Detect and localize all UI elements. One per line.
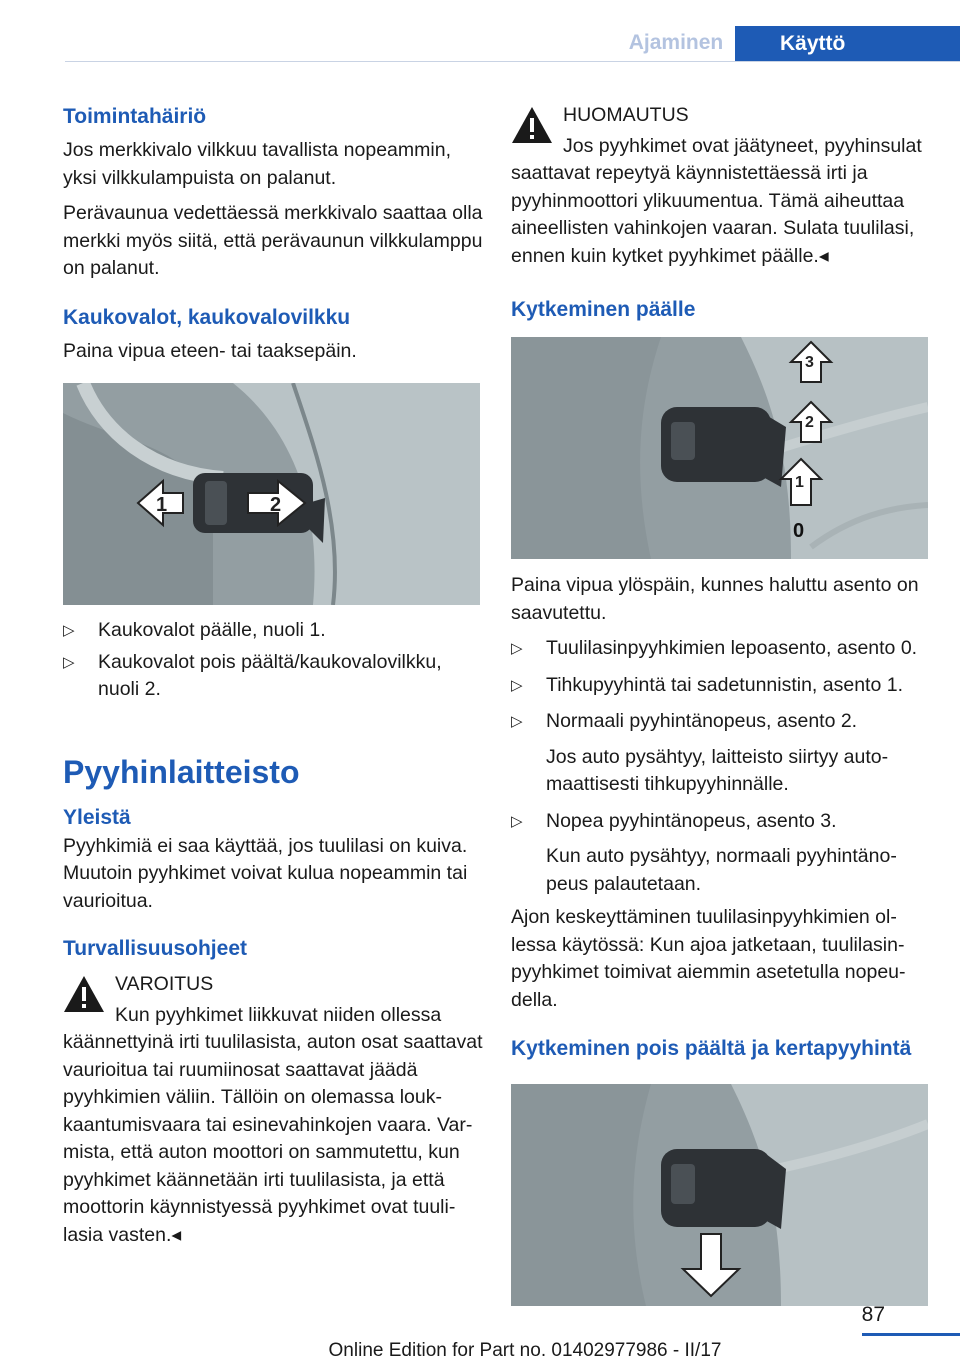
warning-triangle-icon <box>63 975 105 1013</box>
paragraph: Paina vipua ylöspäin, kunnes haluttu asento on saavutettu. <box>511 574 919 624</box>
right-column <box>511 98 931 1306</box>
wiper-lever-up-illustration <box>511 337 928 559</box>
list-item <box>511 672 931 700</box>
edition-footer: Online Edition for Part no. 01402977986 - II/17 <box>328 1340 722 1361</box>
arrow-label-2: 2 <box>270 494 282 516</box>
high-beam-list <box>63 617 483 704</box>
note-text: Jos pyyhkimet ovat jäätyneet, pyyhinsulat saattavat repeytyä käynnistettäessä irti ja pyyhinmoottori ylikuumentua. Tämä aiheuttaa aineellisten vahinkojen vaaran. Sulata tuulilasi, ennen kuin kytket pyyhkimet päälle.◂ <box>511 134 922 267</box>
list-item-text: Kaukovalot päälle, nuoli 1. <box>98 619 326 641</box>
section-tab-kaytto[interactable]: Käyttö <box>735 26 960 61</box>
position-label-1: 1 <box>795 474 804 491</box>
page-number: 87 <box>861 1303 885 1326</box>
heading-kytkeminen-paalle: Kytkeminen päälle <box>511 298 696 321</box>
warning-text: Kun pyyhkimet liikkuvat niiden ollessa käännettyinä irti tuulilasista, auton osat saattavat vaurioitua tai ruumiinosat saattavat jäädä pyyhkimien väliin. Tällöin on olemassa loukkaantumisvaara tai esinevahinkojen vaara. Varmista, että auton moottori on sammutettu, kun pyyhkimet käännetään irti tuulilasista, ja että moottorin käynnistyessä pyyhkimet ovat tuulilasia vasten.◂ <box>63 1003 483 1246</box>
list-item <box>511 708 931 799</box>
heading-toimintahairio: Toimintahäiriö <box>63 105 207 128</box>
list-item <box>511 635 931 663</box>
paragraph: Pyyhkimiä ei saa käyttää, jos tuulilasi on kuiva. Muutoin pyyhkimet voivat kulua nopeammin tai vaurioitua. <box>63 834 468 912</box>
section-tab-ajaminen[interactable]: Ajaminen <box>628 31 724 54</box>
heading-pyyhinlaitteisto: Pyyhinlaitteisto <box>63 753 300 790</box>
list-item-note: Kun auto pysähtyy, normaali pyyhintänopeus palautetaan. <box>546 845 897 895</box>
heading-kaukovalot: Kaukovalot, kaukovalovilkku <box>63 305 351 329</box>
wiper-lever-off-figure <box>511 1084 928 1306</box>
list-item <box>511 808 931 899</box>
arrow-label-1: 1 <box>156 494 168 516</box>
triangle-bullet-icon: ▷ <box>511 812 523 830</box>
wiper-lever-on-figure <box>511 337 928 559</box>
paragraph: Jos merkkivalo vilkkuu tavallista nopeammin, yksi vilkkulampuista on palanut. <box>63 139 451 189</box>
paragraph: Ajon keskeyttäminen tuulilasinpyyhkimien ollessa käytössä: Kun ajoa jatketaan, tuulilasinpyyhkimet toimivat aiemmin asetetulla nopeudella. <box>511 906 906 1011</box>
wiper-positions-list <box>511 635 931 898</box>
warning-title: VAROITUS <box>115 973 214 995</box>
heading-yleista: Yleistä <box>63 805 131 829</box>
high-beam-lever-illustration <box>63 383 480 605</box>
position-label-2: 2 <box>805 414 814 431</box>
triangle-bullet-icon: ▷ <box>511 640 523 657</box>
header-rule <box>65 61 960 62</box>
warning-box <box>63 971 483 1249</box>
note-box <box>511 102 931 270</box>
list-item-text: Nopea pyyhintänopeus, asento 3. <box>546 809 837 832</box>
position-label-0: 0 <box>793 520 805 542</box>
high-beam-lever-figure <box>63 383 480 605</box>
footer-rule <box>862 1333 960 1336</box>
triangle-bullet-icon: ▷ <box>63 622 75 639</box>
list-item-text: Tuulilasinpyyhkimien lepoasento, asento 0. <box>546 637 918 659</box>
warning-triangle-icon <box>511 106 553 144</box>
left-column <box>63 98 483 1249</box>
wiper-lever-down-illustration <box>511 1084 928 1306</box>
list-item-text: Kaukovalot pois päältä/kaukovalovilkku, nuoli 2. <box>98 650 442 700</box>
position-label-3: 3 <box>805 354 814 371</box>
heading-kytkeminen-pois: Kytkeminen pois päältä ja kertapyyhintä <box>511 1037 912 1060</box>
paragraph: Perävaunua vedettäessä merkkivalo saattaa olla merkki myös siitä, että perävaunun vilkkulamppu on palanut. <box>63 202 483 279</box>
list-item-text: Normaali pyyhintänopeus, asento 2. <box>546 710 858 732</box>
list-item-text: Tihkupyyhintä tai sadetunnistin, asento 1. <box>546 673 903 696</box>
note-title: HUOMAUTUS <box>563 104 689 126</box>
list-item-note: Jos auto pysähtyy, laitteisto siirtyy automaattisesti tihkupyyhinnälle. <box>546 745 889 795</box>
triangle-bullet-icon: ▷ <box>63 653 75 671</box>
heading-turvallisuusohjeet: Turvallisuusohjeet <box>63 937 247 960</box>
page-header <box>0 0 960 62</box>
paragraph: Paina vipua eteen- tai taaksepäin. <box>63 339 357 362</box>
triangle-bullet-icon: ▷ <box>511 713 523 730</box>
list-item <box>63 649 483 704</box>
list-item <box>63 617 483 645</box>
triangle-bullet-icon: ▷ <box>511 676 523 694</box>
